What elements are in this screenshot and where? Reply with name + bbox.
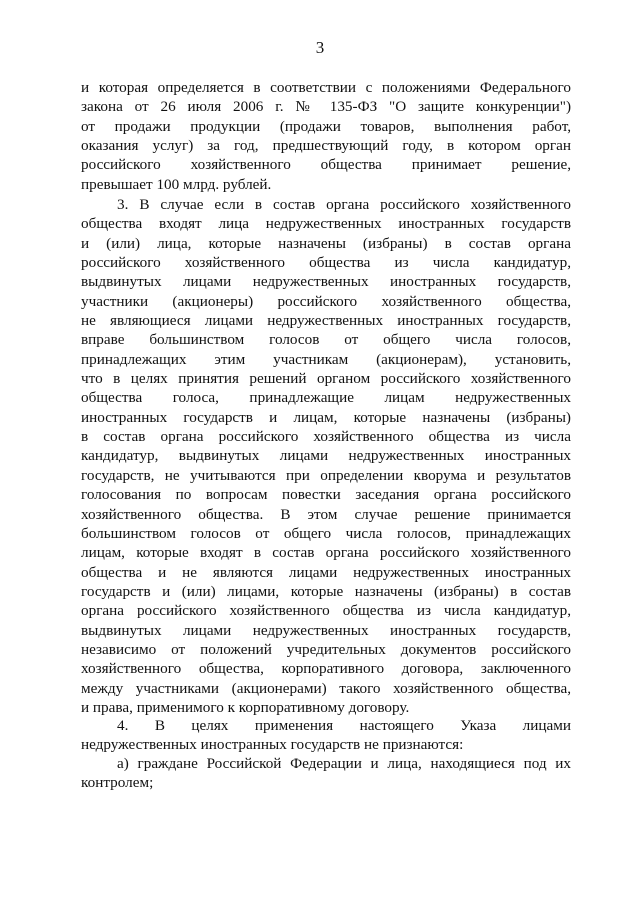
text-line: оказания услуг) за год, предшествующий году, в котором орган: [81, 137, 571, 155]
text-line: общества голоса, принадлежащие лицам недружественных: [81, 389, 571, 407]
paragraph-item-4a: [81, 754, 571, 793]
text-line: 4. В целях применения настоящего Указа лицами: [117, 717, 571, 734]
text-line: выдвинутых лицами недружественных иностранных государств,: [81, 273, 571, 291]
text-line: контролем;: [81, 774, 154, 792]
text-line: 3. В случае если в состав органа российского хозяйственного: [117, 196, 571, 213]
text-line: и которая определяется в соответствии с положениями Федерального: [81, 79, 571, 96]
text-line: иностранных государств и лицам, которые назначены (избраны): [81, 408, 571, 426]
text-line: общества входят лица недружественных иностранных государств: [81, 215, 571, 233]
text-line: государств и (или) лицами, которые назначены (избраны) в состав: [81, 582, 571, 600]
text-line: закона от 26 июля 2006 г. № 135-ФЗ "О защите конкуренции"): [81, 98, 571, 116]
text-line: превышает 100 млрд. рублей.: [81, 175, 272, 193]
text-line: и (или) лица, которые назначены (избраны) в состав органа: [81, 234, 571, 252]
text-line: государств, не учитываются при определении кворума и результатов: [81, 466, 571, 484]
text-line: российского хозяйственного общества принимает решение,: [81, 156, 571, 174]
text-line: между участниками (акционерами) такого хозяйственного общества,: [81, 679, 571, 697]
text-line: общества и не являются лицами недружественных иностранных: [81, 563, 571, 581]
text-line: хозяйственного общества. В этом случае решение принимается: [81, 505, 571, 523]
text-line: кандидатур, выдвинутых лицами недружественных иностранных: [81, 447, 571, 465]
text-line: независимо от положений учредительных документов российского: [81, 640, 571, 658]
text-line: недружественных иностранных государств не признаются:: [81, 736, 464, 754]
text-line: в состав органа российского хозяйственного общества из числа: [81, 428, 571, 446]
text-line: принадлежащих этим участникам (акционерам), установить,: [81, 350, 571, 368]
text-line: вправе большинством голосов от общего числа голосов,: [81, 331, 571, 349]
text-line: хозяйственного общества, корпоративного договора, заключенного: [81, 660, 571, 678]
text-line: выдвинутых лицами недружественных иностранных государств,: [81, 621, 571, 639]
text-line: что в целях принятия решений органом российского хозяйственного: [81, 370, 571, 388]
text-line: лицам, которые входят в состав органа российского хозяйственного: [81, 544, 571, 562]
paragraph-continuation: [81, 78, 571, 194]
text-line: участники (акционеры) российского хозяйственного общества,: [81, 292, 571, 310]
page-number: 3: [315, 38, 325, 57]
text-line: органа российского хозяйственного общества из числа кандидатур,: [81, 602, 571, 620]
text-line: от продажи продукции (продажи товаров, выполнения работ,: [81, 117, 571, 135]
text-line: не являющиеся лицами недружественных иностранных государств,: [81, 312, 571, 330]
text-line: а) граждане Российской Федерации и лица, находящиеся под их: [117, 755, 571, 772]
paragraph-item-4: [81, 716, 571, 755]
paragraph-item-3: [81, 195, 571, 717]
text-line: большинством голосов от общего числа голосов, принадлежащих: [81, 524, 571, 542]
text-line: российского хозяйственного общества из числа кандидатур,: [81, 254, 571, 272]
text-line: голосования по вопросам повестки заседания органа российского: [81, 486, 571, 504]
text-line: и права, применимого к корпоративному договору.: [81, 698, 410, 716]
